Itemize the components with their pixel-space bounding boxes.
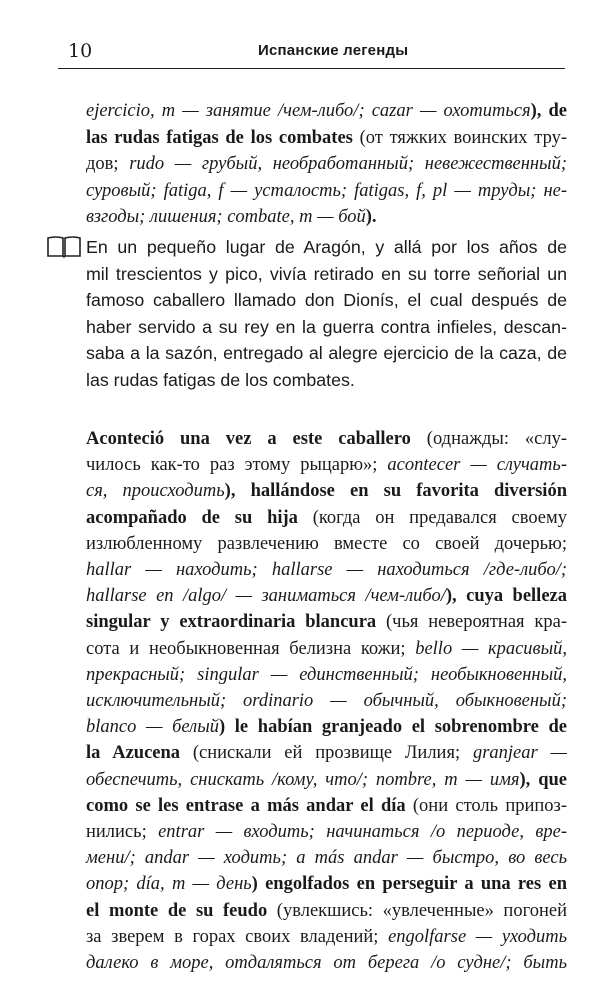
text-line (86, 871, 567, 897)
passage-line: saba a la sazón, entregado al alegre ejercicio de la caza, de (86, 343, 567, 363)
text-run: ). (365, 207, 377, 227)
text-line (86, 819, 567, 845)
text-run: cuya belleza (466, 586, 567, 607)
text-line (86, 950, 567, 976)
text-line (86, 740, 567, 766)
text-line (86, 505, 567, 531)
text-run: излюбленному развлечению вместе со своей дочерью; (86, 533, 567, 554)
text-line (86, 714, 567, 740)
text-run: взгоды; лишения; combate, m — бой (86, 207, 366, 227)
text-run: прекрасный; singular — единственный; необыкновенный, (86, 664, 567, 685)
text-run: el monte de su feudo (86, 900, 268, 921)
text-line (86, 478, 567, 504)
text-run: чилось как-то раз этому рыцарю»; (86, 455, 388, 476)
text-run: singular y extraordinaria blancura (86, 612, 377, 633)
text-run: (когда он предавался своему (297, 507, 567, 528)
text-line (86, 426, 567, 452)
text-run: (однажды: «слу- (410, 429, 567, 449)
text-run: далеко в море, отдаляться от берега /о судне/; быть (86, 953, 567, 973)
text-run: granjear — (472, 743, 567, 764)
text-run: rudo — грубый, необработанный; невежественный; (129, 154, 567, 174)
text-run: le habían granjeado el sobrenombre de (234, 717, 568, 738)
text-line (86, 845, 567, 871)
text-run: опор; día, m — день (86, 874, 252, 895)
text-line (86, 688, 567, 714)
text-run: que (538, 769, 567, 790)
passage-line: famoso caballero llamado don Dionís, el cual después de (86, 290, 567, 310)
text-run: суровый; fatiga, f — усталость; fatigas, f, pl — труды; не- (86, 180, 567, 201)
text-run: (от тяжких воинских тру- (352, 127, 568, 148)
text-run: como se les entrase a más andar el día (86, 795, 406, 816)
text-line (86, 531, 567, 557)
text-run: ), (519, 769, 539, 790)
text-run: bello — красивый, (415, 638, 567, 659)
text-run: las rudas fatigas de los combates (86, 127, 353, 148)
text-run: ), (445, 586, 467, 607)
text-run: blanco — белый (86, 717, 219, 738)
text-run: ) (251, 874, 266, 895)
text-run: acompañado de su hija (86, 507, 298, 528)
text-run: engolfarse — уходить (388, 926, 567, 947)
passage-line: las rudas fatigas de los combates. (86, 369, 355, 390)
text-line (86, 636, 567, 662)
text-run: la Azucena (86, 743, 181, 764)
text-line (86, 609, 567, 635)
text-run: за зверем в горах своих владений; (86, 926, 389, 947)
text-run: ), (530, 101, 549, 121)
text-run: acontecer — случать- (387, 455, 567, 476)
text-line (86, 557, 567, 583)
text-run: hallar — находить; hallarse — находиться /где-либо/; (86, 560, 567, 580)
text-run: (чья невероятная кра- (376, 612, 567, 633)
text-run: entrar — входить; начинаться /о периоде, вре- (158, 822, 567, 842)
text-run: hallarse en /algo/ — заниматься /чем-либо/ (86, 586, 446, 607)
text-run: Aconteció una vez a este caballero (86, 429, 411, 449)
text-run: de (548, 101, 567, 121)
open-book-icon (46, 235, 82, 259)
text-run: нились; (86, 822, 159, 842)
passage-line: haber servido a su rey en la guerra contra infieles, descan- (86, 316, 567, 337)
text-line (86, 178, 567, 204)
text-run: сота и необыкновенная белизна кожи; (86, 638, 416, 659)
text-run: engolfados en perseguir a una res en (265, 874, 567, 895)
text-run: (снискали ей прозвище Лилия; (180, 743, 473, 764)
running-header (58, 40, 565, 69)
text-line (86, 767, 567, 793)
passage-line: En un pequeño lugar de Aragón, y allá por los años de (86, 237, 567, 257)
page-number: 10 (68, 40, 93, 62)
text-line (86, 793, 567, 819)
text-line (86, 924, 567, 950)
text-run: (они столь припоз- (405, 795, 567, 816)
text-run: ся, происходить (86, 481, 225, 502)
text-run: ), (224, 481, 251, 502)
text-line (86, 583, 567, 609)
text-line (86, 662, 567, 688)
text-line (86, 898, 567, 924)
text-run: hallándose en su favorita diversión (250, 481, 567, 502)
text-line (86, 452, 567, 478)
passage-line: mil trescientos y pico, vivía retirado en su torre señorial un (86, 263, 567, 284)
text-run: исключительный; ordinario — обычный, обыкновеный; (86, 691, 567, 711)
text-run: ) (218, 717, 235, 738)
text-line (86, 98, 567, 124)
text-run: ejercicio, m — занятие /чем-либо/; cazar — охотиться (86, 101, 531, 121)
text-run: дов; (86, 154, 130, 174)
running-title: Испанские легенды (258, 42, 409, 59)
text-line (86, 151, 567, 177)
text-line (86, 125, 567, 151)
text-line (86, 204, 567, 230)
text-run: мени/; andar — ходить; a más andar — быстро, во весь (86, 848, 567, 869)
text-run: (увлекшись: «увлеченные» погоней (267, 900, 567, 921)
text-run: обеспечить, снискать /кому, что/; nombre, m — имя (86, 769, 520, 790)
